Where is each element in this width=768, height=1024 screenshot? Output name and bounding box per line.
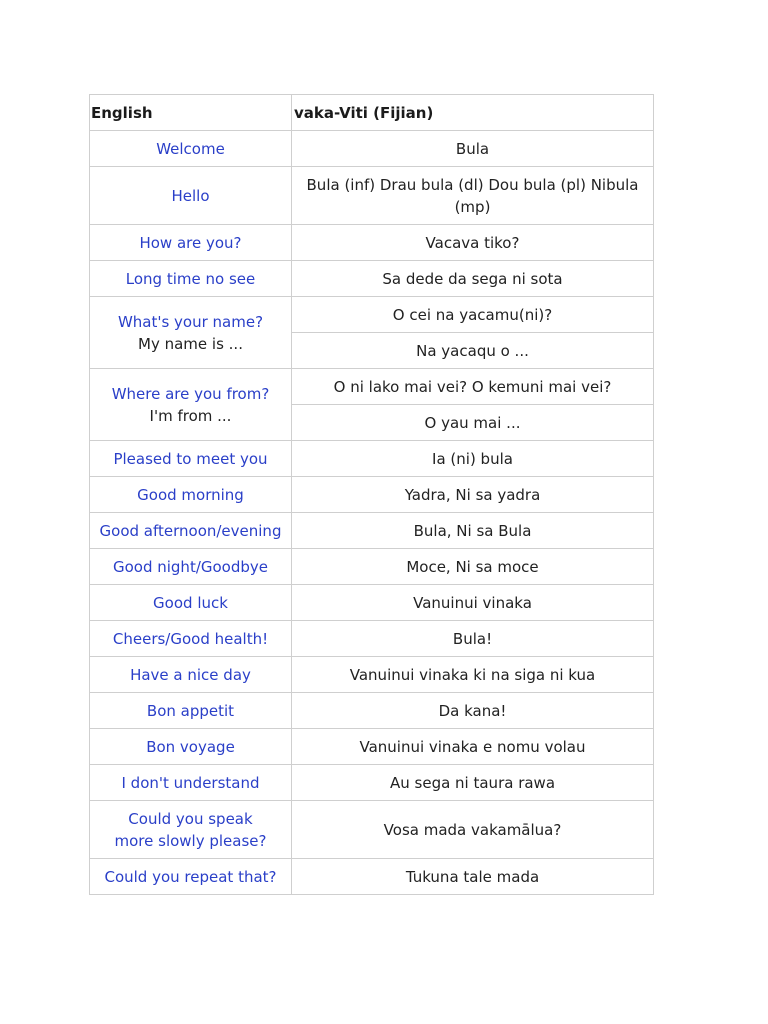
phrase-link-pleased[interactable]: Pleased to meet you: [90, 441, 292, 477]
table-row: [90, 765, 654, 801]
phrase-link-nice-day[interactable]: Have a nice day: [90, 657, 292, 693]
translation-cheers: Bula!: [292, 621, 654, 657]
table-row: [90, 261, 654, 297]
phrase-cell-name: [90, 297, 292, 369]
table-row: [90, 477, 654, 513]
translation-how-are-you: Vacava tiko?: [292, 225, 654, 261]
table-row: [90, 729, 654, 765]
translation-name-reply: Na yacaqu o ...: [292, 333, 654, 369]
table-row: [90, 657, 654, 693]
translation-slowly: Vosa mada vakamālua?: [292, 801, 654, 859]
phrase-link-from[interactable]: Where are you from?: [111, 384, 270, 403]
translation-welcome: Bula: [292, 131, 654, 167]
table-row: [90, 693, 654, 729]
phrase-link-night[interactable]: Good night/Goodbye: [90, 549, 292, 585]
phrase-link-morning[interactable]: Good morning: [90, 477, 292, 513]
translation-hello: Bula (inf) Drau bula (dl) Dou bula (pl) Nibula (mp): [292, 167, 654, 225]
table-row: [90, 621, 654, 657]
phrase-link-hello[interactable]: Hello: [90, 167, 292, 225]
phrase-link-understand[interactable]: I don't understand: [90, 765, 292, 801]
translation-afternoon: Bula, Ni sa Bula: [292, 513, 654, 549]
translation-night: Moce, Ni sa moce: [292, 549, 654, 585]
phrase-link-how-are-you[interactable]: How are you?: [90, 225, 292, 261]
table-row: [90, 297, 654, 333]
phrase-link-name[interactable]: What's your name?: [117, 312, 264, 331]
table-row: [90, 369, 654, 405]
phrase-sub-name: My name is ...: [138, 334, 243, 353]
translation-understand: Au sega ni taura rawa: [292, 765, 654, 801]
table-header-row: [90, 95, 654, 131]
phrase-link-slowly[interactable]: Could you speak: [128, 809, 253, 828]
phrase-link-appetit[interactable]: Bon appetit: [90, 693, 292, 729]
translation-from-reply: O yau mai ...: [292, 405, 654, 441]
table-row: [90, 513, 654, 549]
phrase-link-cheers[interactable]: Cheers/Good health!: [90, 621, 292, 657]
phrase-table: [89, 94, 654, 895]
table-row: [90, 859, 654, 895]
translation-pleased: Ia (ni) bula: [292, 441, 654, 477]
phrase-link-afternoon[interactable]: Good afternoon/evening: [90, 513, 292, 549]
phrase-cell-slowly: [90, 801, 292, 859]
phrase-link-long-time[interactable]: Long time no see: [90, 261, 292, 297]
table-row: [90, 549, 654, 585]
translation-appetit: Da kana!: [292, 693, 654, 729]
table-row: [90, 131, 654, 167]
phrase-sub-from: I'm from ...: [149, 406, 232, 425]
phrase-link-welcome[interactable]: Welcome: [90, 131, 292, 167]
translation-voyage: Vanuinui vinaka e nomu volau: [292, 729, 654, 765]
translation-luck: Vanuinui vinaka: [292, 585, 654, 621]
table-row: [90, 167, 654, 225]
translation-long-time: Sa dede da sega ni sota: [292, 261, 654, 297]
header-fijian: vaka-Viti (Fijian): [292, 95, 654, 131]
table-row: [90, 225, 654, 261]
translation-morning: Yadra, Ni sa yadra: [292, 477, 654, 513]
phrase-link-slowly-cont[interactable]: more slowly please?: [114, 831, 267, 850]
phrase-cell-from: [90, 369, 292, 441]
table-row: [90, 585, 654, 621]
phrase-link-repeat[interactable]: Could you repeat that?: [90, 859, 292, 895]
header-english: English: [90, 95, 292, 131]
translation-nice-day: Vanuinui vinaka ki na siga ni kua: [292, 657, 654, 693]
translation-from: O ni lako mai vei? O kemuni mai vei?: [292, 369, 654, 405]
phrase-link-luck[interactable]: Good luck: [90, 585, 292, 621]
translation-repeat: Tukuna tale mada: [292, 859, 654, 895]
phrase-link-voyage[interactable]: Bon voyage: [90, 729, 292, 765]
table-row: [90, 441, 654, 477]
translation-name: O cei na yacamu(ni)?: [292, 297, 654, 333]
table-row: [90, 801, 654, 859]
